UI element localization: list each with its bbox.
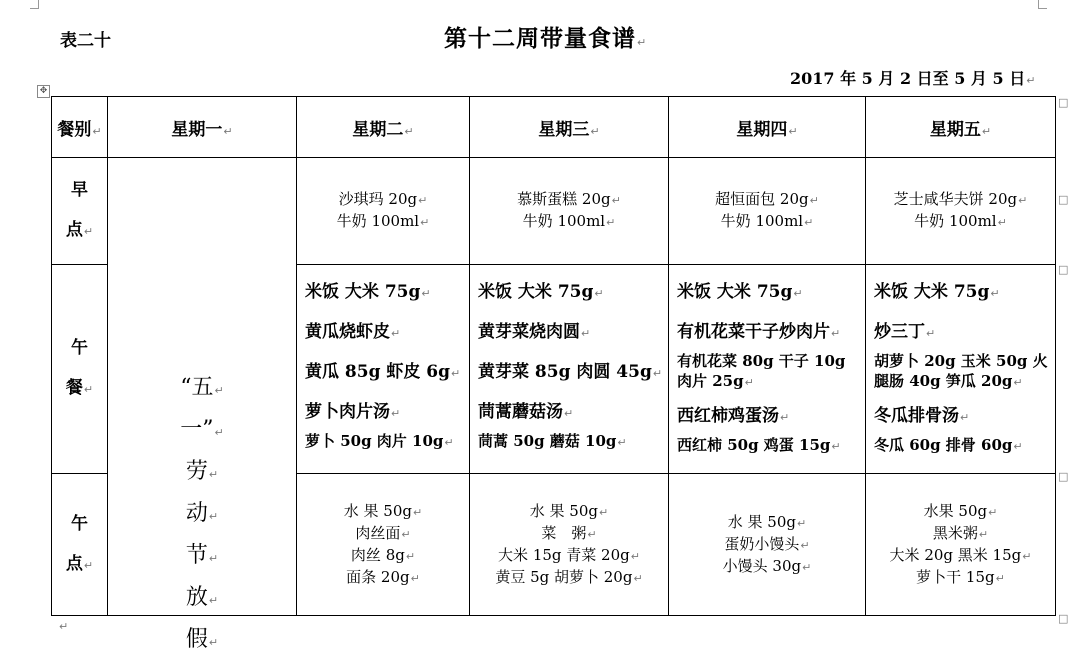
holiday-line: 假 <box>185 626 208 652</box>
row-end-mark: □ <box>1058 470 1069 483</box>
cell-line: 芝士咸华夫饼 20g <box>893 190 1018 208</box>
col-header-tue: 星期二↵ <box>297 97 470 158</box>
cell-line: 冬瓜排骨汤 <box>874 406 959 426</box>
cell: 水 果 50g↵ 肉丝面↵ 肉丝 8g↵ 面条 20g↵ <box>297 474 470 616</box>
cell-line: 菜 粥 <box>541 523 587 542</box>
cell-line: 蛋奶小馒头 <box>724 534 800 553</box>
cell-line: 炒三丁 <box>874 322 925 342</box>
meal-label-lunch: 午 餐↵ <box>52 265 108 474</box>
row-end-mark: □ <box>1058 193 1069 206</box>
cell-line: 有机花菜干子炒肉片 <box>677 322 830 342</box>
meal-label-breakfast: 早 点↵ <box>52 158 108 265</box>
col-header-mon: 星期一↵ <box>108 97 297 158</box>
holiday-line: 一” <box>180 416 214 442</box>
cell-line: 萝卜肉片汤 <box>305 402 390 422</box>
table-label: 表二十 <box>60 31 111 51</box>
cell-line: 肉丝 8g <box>350 545 405 564</box>
cell-line: 慕斯蛋糕 20g <box>517 190 611 208</box>
holiday-line: 劳 <box>185 458 208 484</box>
paragraph-mark: ↵ <box>59 620 69 633</box>
cell-line: 小馒头 30g <box>722 556 802 575</box>
col-header-meal: 餐别↵ <box>52 97 108 158</box>
col-header-fri: 星期五↵ <box>866 97 1056 158</box>
cell-line: 水 果 50g <box>343 501 412 520</box>
col-header-thu: 星期四↵ <box>669 97 866 158</box>
cell-line: 牛奶 100ml <box>522 212 606 230</box>
cell-line: 黄瓜 85g 虾皮 6g <box>305 362 451 382</box>
menu-table <box>51 96 1056 652</box>
holiday-line: 放 <box>185 584 208 610</box>
cell-line: 有机花菜 80g 干子 10g 肉片 25g <box>677 352 846 390</box>
cell-line: 黄芽菜 85g 肉圆 45g <box>478 362 652 382</box>
row-end-mark: □ <box>1058 263 1069 276</box>
cell-line: 黄豆 5g 胡萝卜 20g <box>495 567 633 586</box>
cell: 芝士咸华夫饼 20g↵ 牛奶 100ml↵ <box>866 158 1056 265</box>
cell-line: 肉丝面 <box>355 523 401 542</box>
cell-line: 西红柿 50g 鸡蛋 15g <box>677 436 831 454</box>
cell: 米饭 大米 75g↵ 炒三丁↵ 胡萝卜 20g 玉米 50g 火腿肠 40g 笋瓜 20g↵ 冬瓜排骨汤↵ 冬瓜 60g 排骨 60g↵ <box>866 265 1056 474</box>
cell-line: 米饭 大米 75g <box>874 282 990 302</box>
holiday-line: “五 <box>180 374 214 400</box>
cell-line: 茼蒿蘑菇汤 <box>478 402 563 422</box>
cell-line: 黄芽菜烧肉圆 <box>478 322 580 342</box>
cell: 米饭 大米 75g↵ 黄瓜烧虾皮↵ 黄瓜 85g 虾皮 6g↵ 萝卜肉片汤↵ 萝卜 50g 肉片 10g↵ <box>297 265 470 474</box>
cell-line: 水 果 50g <box>727 512 796 531</box>
cell-line: 黄瓜烧虾皮 <box>305 322 390 342</box>
cell-line: 米饭 大米 75g <box>305 282 421 302</box>
cell: 水 果 50g↵ 蛋奶小馒头↵ 小馒头 30g↵ <box>669 474 866 616</box>
cell-line: 大米 15g 青菜 20g <box>498 545 630 564</box>
cell-line: 水 果 50g <box>529 501 598 520</box>
cell-line: 大米 20g 黑米 15g <box>889 545 1022 564</box>
cell: 米饭 大米 75g↵ 有机花菜干子炒肉片↵ 有机花菜 80g 干子 10g 肉片 25g↵ 西红柿鸡蛋汤↵ 西红柿 50g 鸡蛋 15g↵ <box>669 265 866 474</box>
cell: 沙琪玛 20g↵ 牛奶 100ml↵ <box>297 158 470 265</box>
cell-line: 茼蒿 50g 蘑菇 10g <box>478 432 617 450</box>
holiday-line: 节 <box>185 542 208 568</box>
cell-line: 面条 20g <box>346 567 410 586</box>
cell: 水 果 50g↵ 菜 粥↵ 大米 15g 青菜 20g↵ 黄豆 5g 胡萝卜 20g↵ <box>470 474 669 616</box>
cell: 慕斯蛋糕 20g↵ 牛奶 100ml↵ <box>470 158 669 265</box>
cell-line: 黑米粥 <box>932 523 978 542</box>
header-row <box>52 97 1056 158</box>
cell-line: 超恒面包 20g <box>715 190 809 208</box>
cell-line: 水果 50g <box>923 501 988 520</box>
table-move-handle-icon[interactable]: ✥ <box>37 85 50 98</box>
col-header-wed: 星期三↵ <box>470 97 669 158</box>
cell: 水果 50g↵ 黑米粥↵ 大米 20g 黑米 15g↵ 萝卜干 15g↵ <box>866 474 1056 616</box>
cell-line: 米饭 大米 75g <box>677 282 793 302</box>
cell-line: 萝卜 50g 肉片 10g <box>305 432 444 450</box>
cell-line: 牛奶 100ml <box>336 212 420 230</box>
date-range: 2017 年 5 月 2 日至 5 月 5 日↵ <box>790 69 1036 88</box>
cell-line: 米饭 大米 75g <box>478 282 594 302</box>
cell-line: 沙琪玛 20g <box>338 190 418 208</box>
row-end-mark: □ <box>1058 96 1069 109</box>
cell-line: 胡萝卜 20g 玉米 50g 火腿肠 40g 笋瓜 20g <box>874 352 1048 390</box>
page-corner-mark <box>30 0 39 9</box>
cell-line: 牛奶 100ml <box>914 212 997 230</box>
breakfast-row <box>52 158 1056 265</box>
cell-line: 萝卜干 15g <box>916 567 995 586</box>
cell: 超恒面包 20g↵ 牛奶 100ml↵ <box>669 158 866 265</box>
cell-line: 冬瓜 60g 排骨 60g <box>874 436 1013 454</box>
cell: 米饭 大米 75g↵ 黄芽菜烧肉圆↵ 黄芽菜 85g 肉圆 45g↵ 茼蒿蘑菇汤↵ 茼蒿 50g 蘑菇 10g↵ <box>470 265 669 474</box>
document-title: 第十二周带量食谱↵ <box>444 25 648 52</box>
monday-holiday-cell: “五↵ 一”↵ 劳↵ 动↵ 节↵ 放↵ 假↵ <box>108 158 297 616</box>
page-corner-mark <box>1038 0 1047 9</box>
meal-label-snack: 午 点↵ <box>52 474 108 616</box>
cell-line: 牛奶 100ml <box>720 212 804 230</box>
holiday-line: 动 <box>185 500 208 526</box>
cell-line: 西红柿鸡蛋汤 <box>677 406 779 426</box>
row-end-mark: □ <box>1058 612 1069 625</box>
